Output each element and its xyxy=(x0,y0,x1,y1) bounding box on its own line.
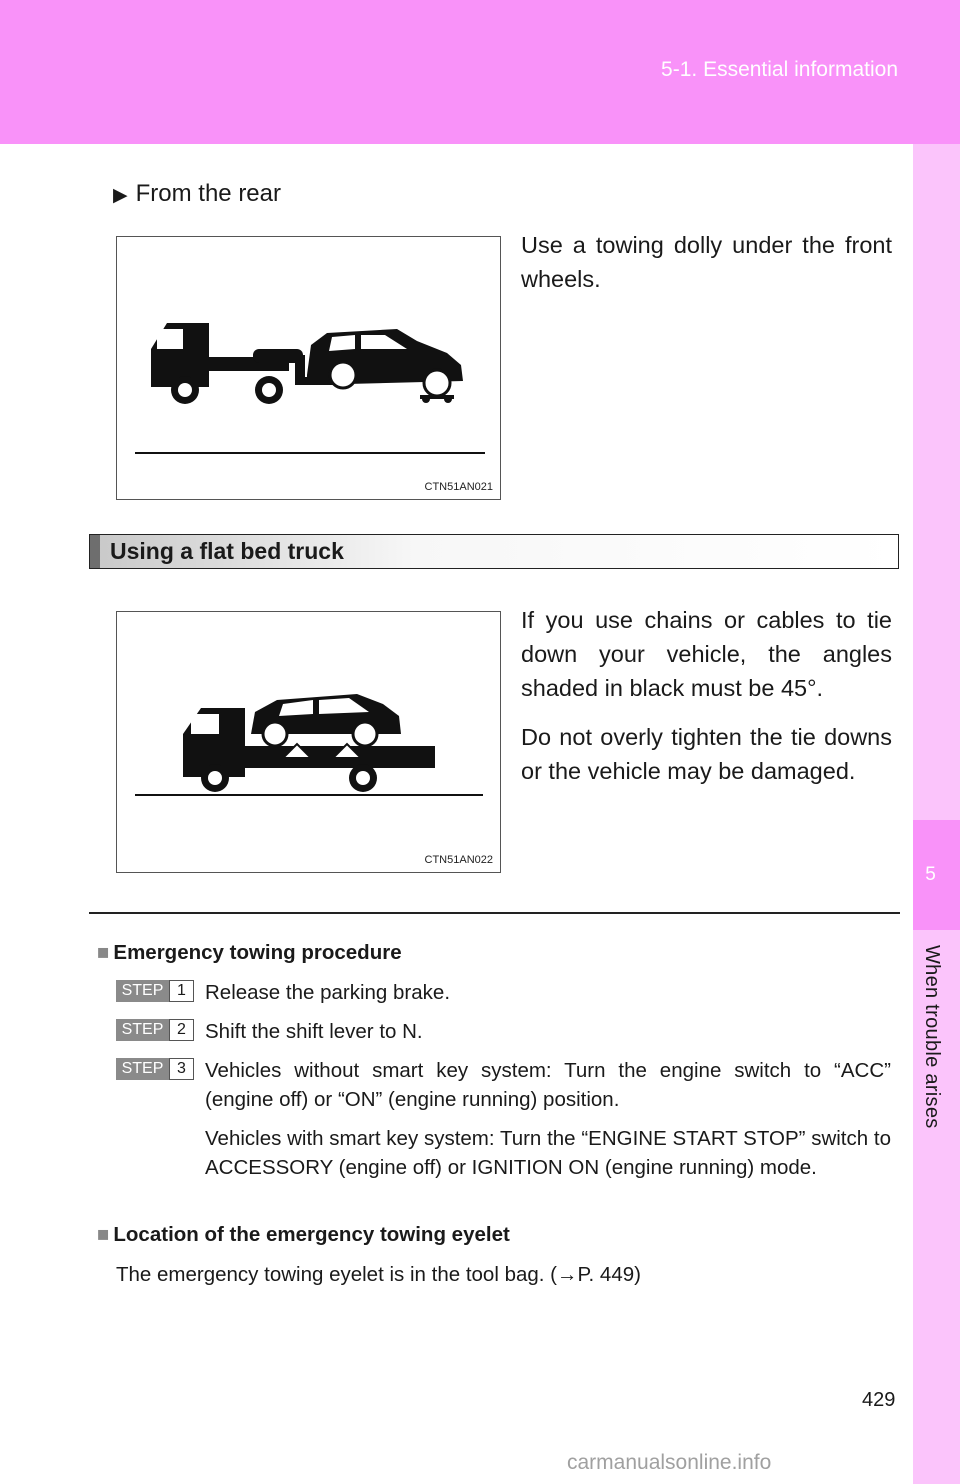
vehicle-front-wheel xyxy=(330,362,356,388)
side-tab-number: 5 xyxy=(925,864,936,885)
section-marker xyxy=(90,535,100,568)
location-heading-text: Location of the emergency towing eyelet xyxy=(113,1223,510,1246)
step-label: STEP xyxy=(116,1019,169,1041)
flat-bed-title: Using a flat bed truck xyxy=(110,538,344,564)
truck-window xyxy=(157,329,183,349)
step-label: STEP xyxy=(116,1058,169,1080)
step-number: 1 xyxy=(169,980,194,1002)
ground-line xyxy=(135,794,483,796)
location-text: The emergency towing eyelet is in the tool bag. (→P. 449) xyxy=(116,1263,641,1286)
tow-truck-dolly-illustration xyxy=(117,237,502,501)
tow-dolly-figure xyxy=(116,236,501,500)
page-number: 429 xyxy=(862,1389,896,1411)
emergency-heading-text: Emergency towing procedure xyxy=(113,941,402,964)
flat-bed-text-2: Do not overly tighten the tie downs or the vehicle may be damaged. xyxy=(521,724,892,784)
flat-bed-truck-illustration xyxy=(117,612,502,874)
watermark: carmanualsonline.info xyxy=(567,1451,772,1474)
side-tab-strip xyxy=(913,144,960,1484)
square-bullet-icon: ■ xyxy=(97,941,110,964)
vehicle-rear-wheel xyxy=(424,370,450,396)
square-bullet-icon: ■ xyxy=(97,1223,110,1246)
figure-code: CTN51AN021 xyxy=(424,481,493,493)
from-rear-heading-text: From the rear xyxy=(135,180,281,207)
step-number: 3 xyxy=(169,1058,194,1080)
page-header xyxy=(0,0,960,144)
step-badge-3 xyxy=(116,1058,193,1080)
step-number: 2 xyxy=(169,1019,194,1041)
from-rear-heading xyxy=(113,180,281,208)
step-3-text-smart-key: Vehicles with smart key system: Turn the “ENGINE START STOP” switch to ACCESSORY (engine off) or IGNITION ON (engine running) mode. xyxy=(205,1127,891,1179)
flat-bed-text-1: If you use chains or cables to tie down your vehicle, the angles shaded in black must be 45°. xyxy=(521,607,892,701)
flat-bed-figure xyxy=(116,611,501,873)
step-3-text: Vehicles without smart key system: Turn the engine switch to “ACC” (engine off) or “ON” (engine running) position. xyxy=(205,1059,891,1111)
step-badge-1 xyxy=(116,980,193,1002)
step-badge-2 xyxy=(116,1019,193,1041)
vehicle-rear-wheel xyxy=(353,722,377,746)
triangle-bullet-icon: ▶ xyxy=(113,185,128,206)
step-1-text: Release the parking brake. xyxy=(205,981,451,1004)
truck-window xyxy=(191,714,219,734)
step-2-text: Shift the shift lever to N. xyxy=(205,1020,423,1043)
vehicle-front-wheel xyxy=(263,722,287,746)
dolly-wheel xyxy=(422,395,430,403)
flat-bed-section-header xyxy=(89,534,899,569)
ground-line xyxy=(135,452,485,454)
step-label: STEP xyxy=(116,980,169,1002)
side-tab-label: When trouble arises xyxy=(921,945,943,1129)
figure-code: CTN51AN022 xyxy=(424,854,493,866)
section-title: 5-1. Essential information xyxy=(661,58,898,81)
emergency-heading xyxy=(97,941,402,965)
dolly-wheel xyxy=(444,395,452,403)
from-rear-text: Use a towing dolly under the front wheels. xyxy=(521,232,892,292)
section-divider xyxy=(89,912,900,914)
location-heading xyxy=(97,1223,510,1247)
